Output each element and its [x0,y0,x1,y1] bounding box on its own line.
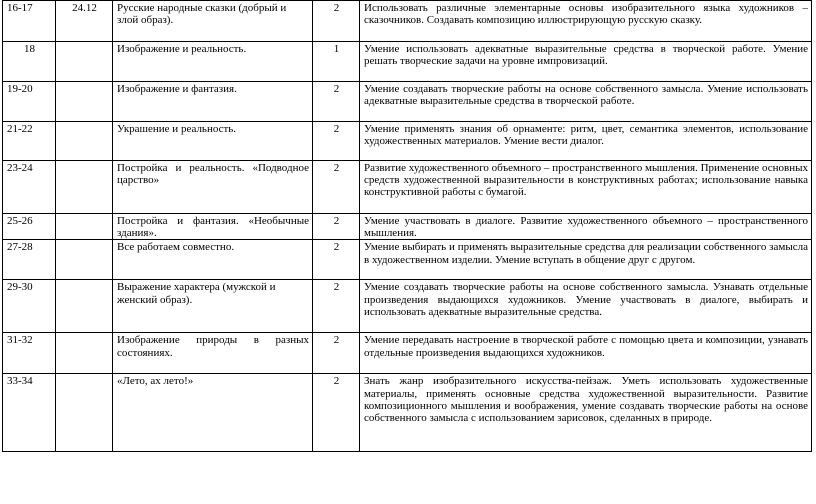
lesson-number: 21-22 [3,122,56,161]
lesson-requirements: Умение создавать творческие работы на основе собственного замысла. Умение использовать адекватные выразительные средства в творческой работе. [360,82,812,122]
table-row [3,122,812,161]
lesson-number: 27-28 [3,240,56,280]
lesson-requirements: Умение передавать настроение в творческой работе с помощью цвета и композиции, узнавать отдельные произведения выдающихся художников. [360,333,812,374]
lesson-date [56,240,113,280]
lesson-date [56,214,113,240]
lesson-requirements: Использовать различные элементарные основы изобразительного языка художников – сказочников. Создавать композицию иллюстрирующую русскую сказку. [360,1,812,42]
lesson-number: 23-24 [3,161,56,214]
table-row [3,214,812,240]
lesson-date [56,333,113,374]
table-row [3,1,812,42]
lesson-hours: 2 [313,240,360,280]
lesson-topic: Изображение природы в разных состояниях. [113,333,313,374]
lesson-topic: Украшение и реальность. [113,122,313,161]
lesson-requirements: Умение выбирать и применять выразительные средства для реализации собственного замысла в художественном изделии. Умение вступать в общение друг с другом. [360,240,812,280]
lesson-date [56,42,113,82]
lesson-date: 24.12 [56,1,113,42]
lesson-hours: 2 [313,333,360,374]
lesson-number: 33-34 [3,374,56,452]
lesson-hours: 2 [313,374,360,452]
lesson-topic: Постройка и фантазия. «Необычные здания». [113,214,313,240]
table-row [3,82,812,122]
lesson-topic: Изображение и фантазия. [113,82,313,122]
table-row [3,333,812,374]
lesson-number: 25-26 [3,214,56,240]
table-row [3,161,812,214]
table-row [3,374,812,452]
lesson-requirements: Умение участвовать в диалоге. Развитие художественного объемного – пространственного мышления. [360,214,812,240]
lesson-hours: 2 [313,122,360,161]
lesson-date [56,374,113,452]
lesson-date [56,161,113,214]
lesson-number: 16-17 [3,1,56,42]
lesson-requirements: Умение использовать адекватные выразительные средства в творческой работе. Умение решать творческие задачи на уровне импровизаций. [360,42,812,82]
lesson-number: 18 [3,42,56,82]
lesson-requirements: Знать жанр изобразительного искусства-пейзаж. Уметь использовать художественные материалы, применять основные средства художественной выразительности. Развитие композиционного мышления и воображения, умение создавать творческие работы на основе собственного замысла с использованием зарисовок, сделанных в природе. [360,374,812,452]
table-row [3,42,812,82]
lesson-hours: 2 [313,161,360,214]
lesson-number: 29-30 [3,280,56,333]
lesson-hours: 2 [313,82,360,122]
lesson-requirements: Умение применять знания об орнаменте: ритм, цвет, семантика элементов, использование художественных материалов. Умение вести диалог. [360,122,812,161]
lesson-requirements: Умение создавать творческие работы на основе собственного замысла. Узнавать отдельные произведения выдающихся художников. Умение участвовать в диалоге, выбирать и использовать адекватные выразительные средства. [360,280,812,333]
lesson-number: 19-20 [3,82,56,122]
lesson-number: 31-32 [3,333,56,374]
lesson-topic: Все работаем совместно. [113,240,313,280]
lesson-topic: Изображение и реальность. [113,42,313,82]
lesson-date [56,82,113,122]
lesson-date [56,280,113,333]
lesson-date [56,122,113,161]
lesson-topic: Выражение характера (мужской и женский образ). [113,280,313,333]
lesson-requirements: Развитие художественного объемного – пространственного мышления. Применение основных средств художественной выразительности в конструктивных работах; использование навыка конструктивной работы с бумагой. [360,161,812,214]
table-row [3,240,812,280]
lesson-hours: 1 [313,42,360,82]
lesson-hours: 2 [313,1,360,42]
lesson-hours: 2 [313,280,360,333]
lesson-topic: Постройка и реальность. «Подводное царство» [113,161,313,214]
table-row [3,280,812,333]
lesson-hours: 2 [313,214,360,240]
lesson-topic: «Лето, ах лето!» [113,374,313,452]
lesson-topic: Русские народные сказки (добрый и злой образ). [113,1,313,42]
lesson-plan-table [2,0,812,452]
